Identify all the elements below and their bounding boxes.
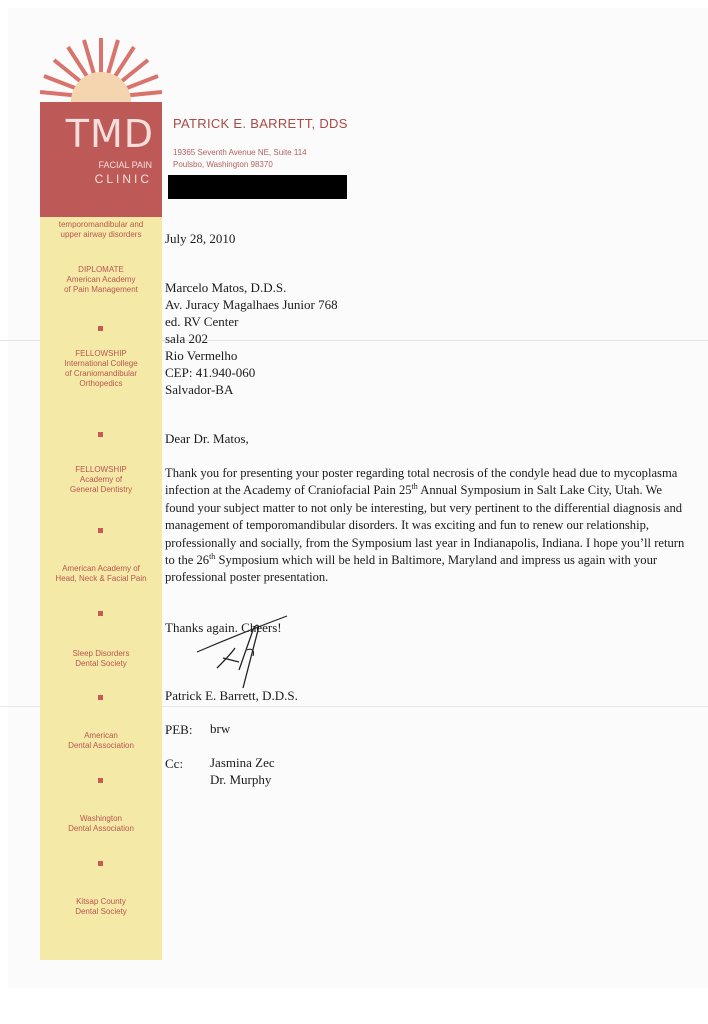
recipient-line: CEP: 41.940-060 [165, 365, 256, 380]
signature-icon [195, 610, 305, 695]
letter-body [165, 465, 685, 587]
logo-letters: TMD [65, 112, 154, 156]
recipient-line: ed. RV Center [165, 314, 239, 329]
credential-item [40, 349, 162, 389]
credential-item [40, 897, 162, 917]
salutation: Dear Dr. Matos, [165, 431, 249, 446]
credential-line: Sleep Disorders [72, 649, 130, 658]
recipient-line: Av. Juracy Magalhaes Junior 768 [165, 297, 338, 312]
bullet-icon [98, 528, 103, 533]
body-text: Symposium which will be held in Baltimore, Maryland and impress us again with your professional poster presentation. [165, 553, 658, 585]
ordinal-suffix: th [411, 482, 418, 492]
logo-subtitle-clinic: CLINIC [94, 172, 152, 186]
recipient-line: sala 202 [165, 331, 208, 346]
body-text: Thank you for presenting your poster regarding total necrosis of the condyle head due to mycoplasma infection at the Academy of Craniofacial Pain 25 [165, 466, 678, 498]
credential-line: Academy of [79, 475, 123, 484]
credential-line: American Academy [66, 275, 136, 284]
recipient-address [165, 279, 338, 398]
credential-line: FELLOWSHIP [75, 349, 127, 358]
recipient-line: Salvador-BA [165, 382, 234, 397]
credential-line: Dental Society [75, 907, 127, 916]
bullet-icon [98, 695, 103, 700]
doctor-name: PATRICK E. BARRETT, DDS [173, 116, 348, 131]
address-line: 19365 Seventh Avenue NE, Suite 114 [173, 148, 307, 157]
credential-line: Washington [80, 814, 122, 823]
credential-item [40, 465, 162, 495]
recipient-line: Marcelo Matos, D.D.S. [165, 280, 287, 295]
credential-line: American Academy of [62, 564, 140, 573]
bullet-icon [98, 326, 103, 331]
letter-date: July 28, 2010 [165, 231, 236, 246]
tmd-logo-block [40, 102, 162, 217]
letterhead-sidebar [40, 30, 162, 960]
tagline-line: temporomandibular and [58, 220, 144, 229]
bullet-icon [98, 611, 103, 616]
credential-line: Dental Society [75, 659, 127, 668]
bullet-icon [98, 432, 103, 437]
credential-line: FELLOWSHIP [75, 465, 127, 474]
cc-name: Dr. Murphy [210, 772, 272, 787]
credential-item [40, 265, 162, 295]
credential-line: Dental Association [68, 741, 134, 750]
credential-line: General Dentistry [69, 485, 133, 494]
closing: Thanks again. Cheers! [165, 620, 282, 635]
credential-line: International College [64, 359, 138, 368]
initials-value: brw [210, 721, 231, 736]
credential-line: Dental Association [68, 824, 134, 833]
cc-name: Jasmina Zec [210, 755, 275, 770]
ordinal-suffix: th [209, 551, 216, 561]
sun-logo-icon [40, 30, 162, 102]
credential-item [40, 731, 162, 751]
credential-line: of Pain Management [64, 285, 138, 294]
redaction-bar [168, 175, 347, 199]
tagline-line: upper airway disorders [60, 230, 142, 239]
initials-label: PEB: [165, 722, 193, 737]
credential-line: of Craniomandibular [64, 369, 138, 378]
credential-item [40, 814, 162, 834]
signer-name: Patrick E. Barrett, D.D.S. [165, 688, 298, 703]
bullet-icon [98, 778, 103, 783]
credential-line: Kitsap County [76, 897, 126, 906]
credential-item [40, 649, 162, 669]
recipient-line: Rio Vermelho [165, 348, 238, 363]
credential-line: American [84, 731, 118, 740]
address-line: Poulsbo, Washington 98370 [173, 160, 273, 169]
logo-subtitle: FACIAL PAIN [98, 160, 152, 170]
credential-line: DIPLOMATE [78, 265, 124, 274]
bullet-icon [98, 861, 103, 866]
tagline [40, 220, 162, 240]
credential-line: Orthopedics [79, 379, 123, 388]
credential-line: Head, Neck & Facial Pain [55, 574, 147, 583]
body-text: Annual Symposium in Salt Lake City, Utah. We found your subject matter to not only be interesting, but very pertinent to the differential diagnosis and management of temporomandibular disorders. It was exciting and fun to renew our relationship, professionally and socially, from the Symposium last year in Indianapolis, Indiana. I hope you’ll return to the 26 [165, 483, 685, 568]
cc-label: Cc: [165, 756, 184, 771]
credential-item [40, 564, 162, 584]
